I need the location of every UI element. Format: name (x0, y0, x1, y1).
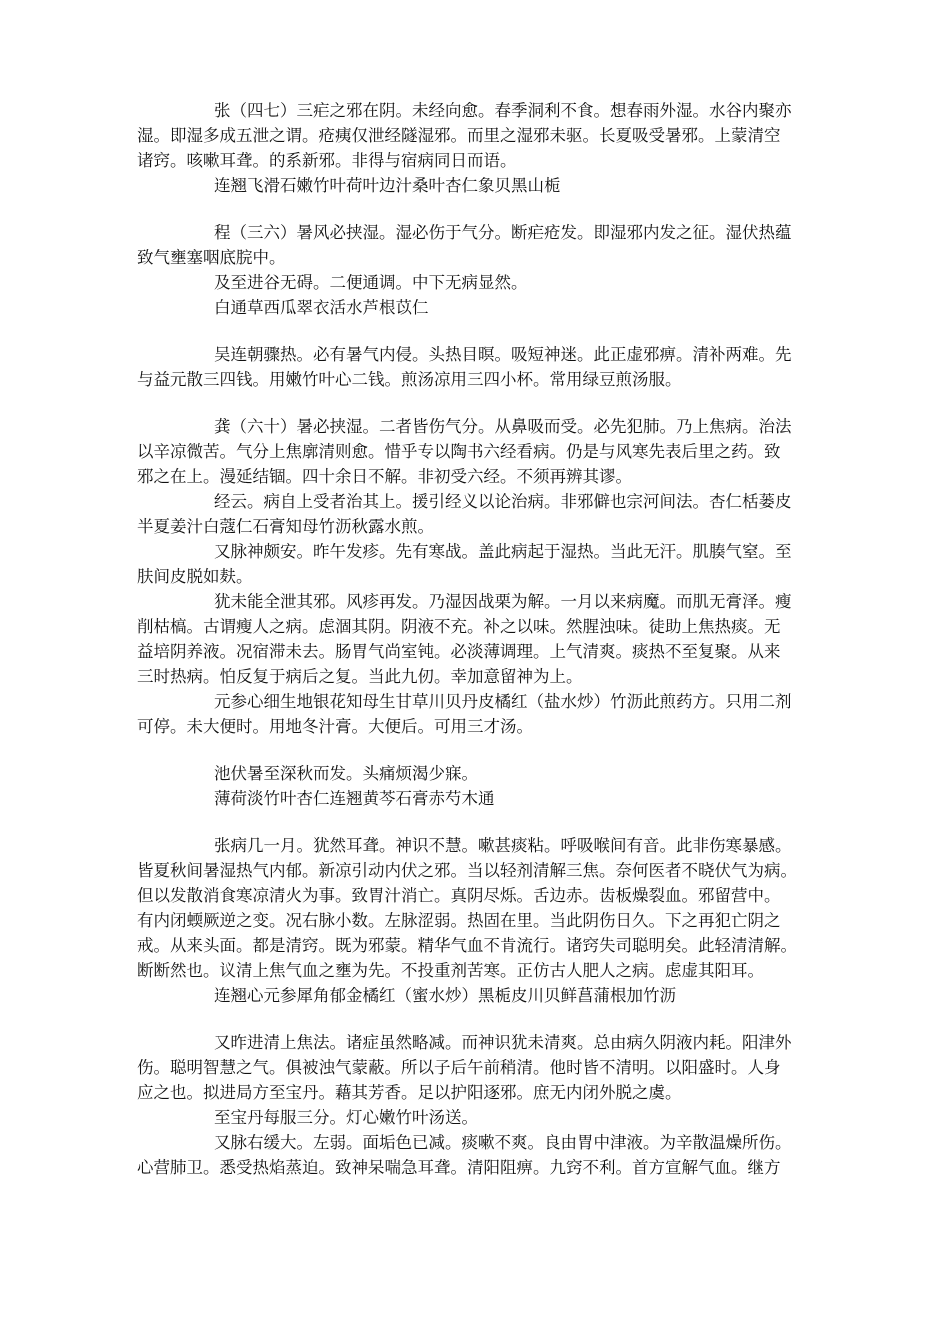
text-line: 以辛凉微苦。气分上焦廓清则愈。惜乎专以陶书六经看病。仍是与风寒先表后里之药。致 (137, 442, 781, 461)
text-line: 及至进谷无碍。二便通调。中下无病显然。 (214, 273, 528, 292)
document-body (137, 98, 827, 1180)
text-line: 张（四七）三疟之邪在阴。未经向愈。春季洞利不食。想春雨外湿。水谷内聚亦 (214, 101, 792, 120)
text-line: 皆夏秋间暑湿热气内郁。新凉引动内伏之邪。当以轻剂清解三焦。奈何医者不晓伏气为病。 (137, 861, 797, 880)
text-line: 经云。病自上受者治其上。援引经义以论治病。非邪僻也宗河间法。杏仁栝蒌皮 (214, 492, 792, 511)
text-line: 与益元散三四钱。用嫩竹叶心二钱。煎汤凉用三四小杯。常用绿豆煎汤服。 (137, 370, 682, 389)
paragraph-gap (137, 320, 827, 342)
text-line: 有内闭蝡厥逆之变。况右脉小数。左脉涩弱。热固在里。当此阴伤日久。下之再犯亡阴之 (137, 911, 781, 930)
text-line: 益培阴养液。况宿滞未去。肠胃气尚室钝。必淡薄调理。上气清爽。痰热不至复聚。从来 (137, 642, 781, 661)
text-line: 肤间皮脱如麸。 (137, 567, 253, 586)
text-line: 心营肺卫。悉受热焰蒸迫。致神呆喘急耳聋。清阳阻痹。九窍不利。首方宣解气血。继方 (137, 1158, 781, 1177)
text-line: 应之也。拟进局方至宝丹。藉其芳香。足以护阳逐邪。庶无内闭外脱之虞。 (137, 1083, 682, 1102)
prescription-line: 至宝丹每服三分。灯心嫩竹叶汤送。 (214, 1108, 478, 1127)
prescription-line: 元参心细生地银花知母生甘草川贝丹皮橘红（盐水炒）竹沥此煎药方。只用二剂 (214, 692, 792, 711)
text-line: 龚（六十）暑必挟湿。二者皆伤气分。从鼻吸而受。必先犯肺。乃上焦病。治法 (214, 417, 792, 436)
text-line: 断断然也。议清上焦气血之壅为先。不投重剂苦寒。正仿古人肥人之病。虑虚其阳耳。 (137, 961, 764, 980)
prescription-line: 薄荷淡竹叶杏仁连翘黄芩石膏赤芍木通 (214, 789, 495, 808)
text-line: 又昨进清上焦法。诸症虽然略减。而神识犹未清爽。总由病久阴液内耗。阳津外 (214, 1033, 792, 1052)
paragraph-gap (137, 392, 827, 414)
text-line: 削枯槁。古谓瘦人之病。虑涸其阴。阴液不充。补之以味。然腥浊味。徒助上焦热痰。无 (137, 617, 781, 636)
text-line: 程（三六）暑风必挟湿。湿必伤于气分。断疟疮发。即湿邪内发之征。湿伏热蕴 (214, 223, 792, 242)
text-line: 又脉右缓大。左弱。面垢色已减。痰嗽不爽。良由胃中津液。为辛散温燥所伤。 (214, 1133, 792, 1152)
paragraph-gap (137, 1008, 827, 1030)
text-line: 张病几一月。犹然耳聋。神识不慧。嗽甚痰粘。呼吸喉间有音。此非伤寒暴感。 (214, 836, 792, 855)
text-line: 可停。未大便时。用地冬汁膏。大便后。可用三才汤。 (137, 717, 533, 736)
prescription-line: 白通草西瓜翠衣活水芦根苡仁 (214, 298, 429, 317)
text-line: 但以发散消食寒凉清火为事。致胃汁消亡。真阴尽烁。舌边赤。齿板燥裂血。邪留营中。 (137, 886, 781, 905)
text-line: 半夏姜汁白蔻仁石膏知母竹沥秋露水煎。 (137, 517, 434, 536)
paragraph-gap (137, 811, 827, 833)
text-line: 三时热病。怕反复于病后之复。当此九仞。幸加意留神为上。 (137, 667, 583, 686)
text-line: 伤。聪明智慧之气。俱被浊气蒙蔽。所以子后午前稍清。他时皆不清明。以阳盛时。人身 (137, 1058, 781, 1077)
prescription-line: 连翘飞滑石嫩竹叶荷叶边汁桑叶杏仁象贝黑山栀 (214, 176, 561, 195)
text-line: 致气壅塞咽底脘中。 (137, 248, 286, 267)
paragraph-gap (137, 198, 827, 220)
text-line: 吴连朝骤热。必有暑气内侵。头热目暝。吸短神迷。此正虚邪痹。清补两难。先 (214, 345, 792, 364)
prescription-line: 连翘心元参犀角郁金橘红（蜜水炒）黑栀皮川贝鲜菖蒲根加竹沥 (214, 986, 676, 1005)
text-line: 又脉神颇安。昨午发疹。先有寒战。盖此病起于湿热。当此无汗。肌腠气窒。至 (214, 542, 792, 561)
text-line: 邪之在上。漫延结锢。四十余日不解。非初受六经。不须再辨其谬。 (137, 467, 632, 486)
text-line: 犹未能全泄其邪。风疹再发。乃湿因战栗为解。一月以来病魔。而肌无膏泽。瘦 (214, 592, 792, 611)
paragraph-gap (137, 739, 827, 761)
text-line: 诸窍。咳嗽耳聋。的系新邪。非得与宿病同日而语。 (137, 151, 517, 170)
text-line: 池伏暑至深秋而发。头痛烦渴少寐。 (214, 764, 478, 783)
text-line: 湿。即湿多成五泄之谓。疮痍仅泄经隧湿邪。而里之湿邪未驱。长夏吸受暑邪。上蒙清空 (137, 126, 781, 145)
text-line: 戒。从来头面。都是清窍。既为邪蒙。精华气血不肯流行。诸窍失司聪明矣。此轻清清解。 (137, 936, 797, 955)
